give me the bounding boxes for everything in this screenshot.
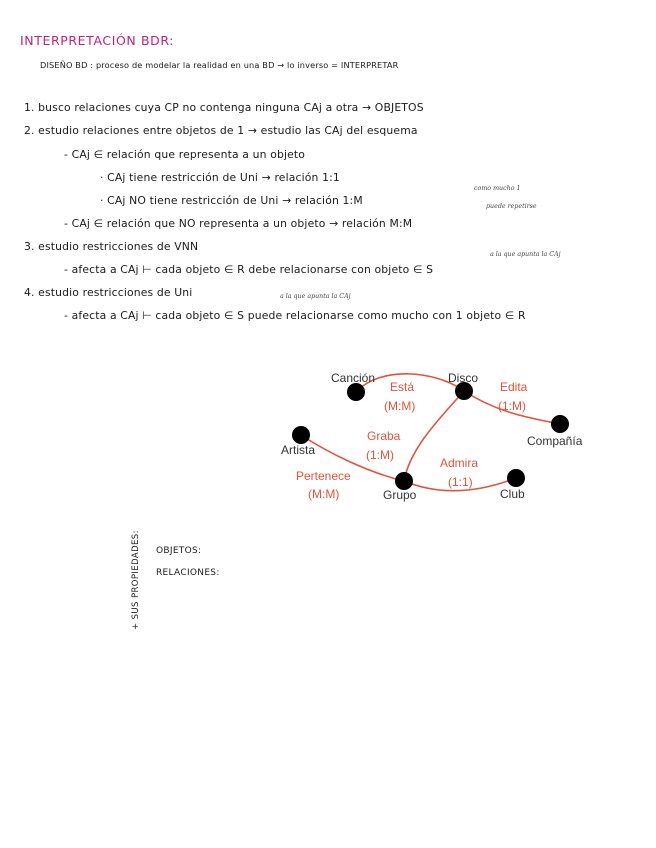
step-2-sub-a-i: · CAj tiene restricción de Uni → relación 1:1 [100, 171, 340, 184]
edge-label-graba: Graba [367, 429, 401, 443]
node-cancion [347, 383, 365, 401]
edge-label-esta-card: (M:M) [384, 399, 416, 413]
step-2-sub-a: - CAj ∈ relación que representa a un objeto [64, 148, 306, 161]
page-title: INTERPRETACIÓN BDR: [20, 33, 175, 48]
edge-label-edita: Edita [500, 380, 528, 394]
label-grupo: Grupo [383, 488, 417, 502]
label-disco: Disco [448, 371, 479, 385]
step-3-sub: - afecta a CAj ⊢ cada objeto ∈ R debe relacionarse con objeto ∈ S [64, 263, 434, 276]
step-4-sub: - afecta a CAj ⊢ cada objeto ∈ S puede relacionarse como mucho con 1 objeto ∈ R [64, 309, 526, 322]
node-compania [551, 415, 569, 433]
edge-label-pertenece-card: (M:M) [308, 487, 340, 501]
relaciones-heading: RELACIONES: [156, 568, 220, 578]
step-2-sub-b: - CAj ∈ relación que NO representa a un objeto → relación M:M [64, 217, 413, 230]
edge-label-edita-card: (1:M) [498, 399, 526, 413]
vertical-label-propiedades: + SUS PROPIEDADES: [131, 530, 141, 630]
node-artista [292, 426, 310, 444]
note-apunta-3: a la que apunta la CAj [490, 251, 561, 258]
label-artista: Artista [281, 443, 316, 457]
node-club [507, 469, 525, 487]
step-2-sub-a-ii: · CAj NO tiene restricción de Uni → relación 1:M [100, 194, 363, 207]
step-4: 4. estudio restricciones de Uni [24, 286, 193, 299]
definition-line: DISEÑO BD : proceso de modelar la realidad en una BD → lo inverso = INTERPRETAR [40, 60, 399, 70]
edge-label-graba-card: (1:M) [366, 448, 394, 462]
note-apunta-4: a la que apunta la CAj [280, 293, 351, 300]
step-1: 1. busco relaciones cuya CP no contenga ninguna CAj a otra → OBJETOS [24, 101, 424, 114]
edge-label-pertenece: Pertenece [296, 469, 351, 483]
label-club: Club [500, 487, 525, 501]
label-compania: Compañía [527, 434, 583, 448]
label-cancion: Canción [331, 371, 376, 385]
edge-label-esta: Está [390, 380, 415, 394]
objetos-heading: OBJETOS: [156, 546, 202, 556]
step-2: 2. estudio relaciones entre objetos de 1 → estudio las CAj del esquema [24, 124, 418, 137]
step-3: 3. estudio restricciones de VNN [24, 240, 199, 253]
er-diagram [270, 358, 610, 508]
edge-label-admira: Admira [440, 456, 479, 470]
note-puede-repetirse: puede repetirse [486, 203, 537, 210]
edge-label-admira-card: (1:1) [448, 475, 473, 489]
note-como-mucho: como mucho 1 [474, 185, 521, 192]
